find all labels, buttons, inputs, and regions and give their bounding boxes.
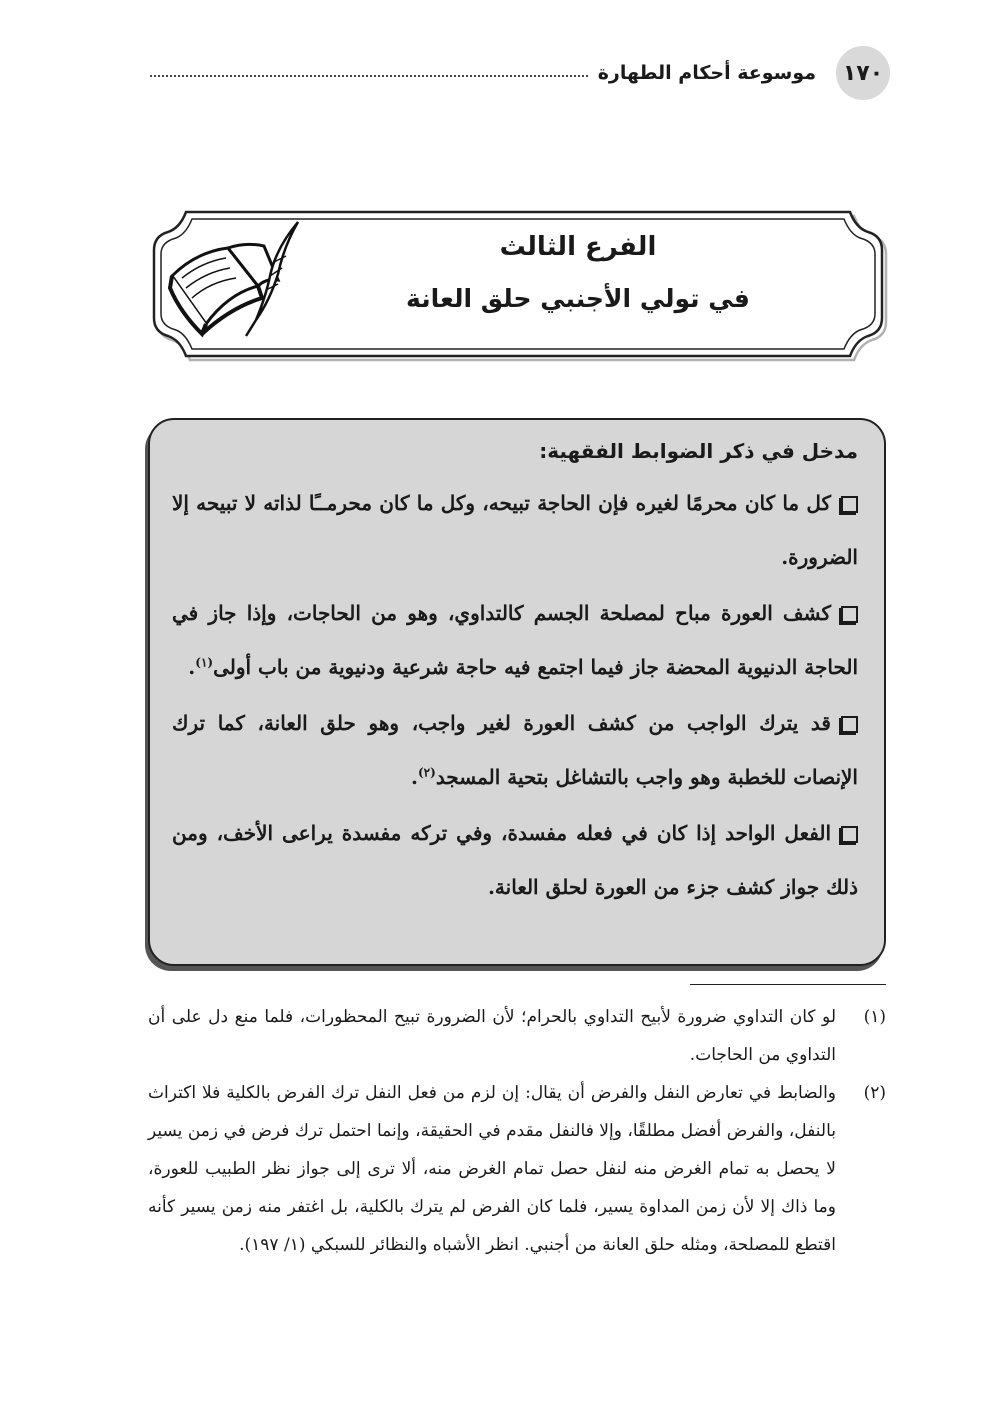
page-number: ١٧٠ [836, 46, 890, 100]
rule-text: قد يترك الواجب من كشف العورة لغير واجب، وهو حلق العانة، كما ترك الإنصات للخطبة وهو واجب بالتشاغل بتحية المسجد [172, 711, 858, 789]
footnotes [148, 998, 886, 1264]
rules-box [148, 418, 886, 966]
book-title: موسوعة أحكام الطهارة [597, 62, 816, 84]
rule-item [172, 696, 858, 804]
footnote-separator [690, 984, 886, 985]
rule-item [172, 476, 858, 584]
checkbox-icon [841, 606, 858, 623]
rule-text: كل ما كان محرمًا لغيره فإن الحاجة تبيحه، وكل ما كان محرمــًا لذاته لا تبيحه إلا الضرورة. [172, 491, 858, 569]
footnote-text: لو كان التداوي ضرورة لأبيح التداوي بالحرام؛ لأن الضرورة تبيح المحظورات، فلما منع دل على أن التداوي من الحاجات. [148, 1007, 836, 1065]
header-dotted-rule [150, 75, 588, 77]
title-cartouche [148, 206, 888, 362]
rule-text: كشف العورة مباح لمصلحة الجسم كالتداوي، وهو من الحاجات، وإذا جاز في الحاجة الدنيوية المحضة جاز فيما اجتمع فيه حاجة شرعية ودنيوية من باب أولى [172, 601, 858, 679]
footnote-ref[interactable]: (٢) [417, 765, 436, 780]
rule-item [172, 586, 858, 694]
running-header [150, 62, 826, 84]
footnote-number: (٢) [863, 1083, 886, 1103]
footnote-item [148, 1074, 886, 1264]
checkbox-icon [841, 716, 858, 733]
rule-end: . [411, 765, 418, 789]
footnote-number: (١) [863, 1007, 886, 1027]
open-book-quill-icon [166, 216, 306, 342]
footnote-text: والضابط في تعارض النفل والفرض أن يقال: إن لزم من فعل النفل ترك الفرض بالكلية فلا اكتراث بالنفل، والفرض أفضل مطلقًا، وإلا فالنفل مقدم في الحقيقة، وإنما احتمل ترك فرض في زمن يسير لا يحصل به تمام الغرض منه لنفل حصل تمام الغرض منه، ألا ترى إلى جواز نظر الطبيب للعورة، وما ذاك إلا لأن زمن المداوة يسير، فلما كان الفرض لم يترك بالكلية، بل اغتفر منه زمن يسير كأنه اقتطع للمصلحة، ومثله حلق العانة من أجنبي. انظر الأشباه والنظائر للسبكي (١/ ١٩٧). [148, 1083, 836, 1255]
footnote-ref[interactable]: (١) [195, 655, 214, 670]
branch-subtitle: في تولي الأجنبي حلق العانة [406, 284, 750, 313]
title-block [348, 232, 808, 313]
rules-heading: مدخل في ذكر الضوابط الفقهية: [539, 439, 858, 463]
footnote-item [148, 998, 886, 1074]
rule-text: الفعل الواحد إذا كان في فعله مفسدة، وفي تركه مفسدة يراعى الأخف، ومن ذلك جواز كشف جزء من العورة لحلق العانة. [172, 821, 858, 899]
checkbox-icon [841, 826, 858, 843]
branch-title: الفرع الثالث [499, 232, 657, 262]
rule-item [172, 806, 858, 914]
rule-end: . [188, 655, 196, 679]
checkbox-icon [841, 496, 858, 513]
